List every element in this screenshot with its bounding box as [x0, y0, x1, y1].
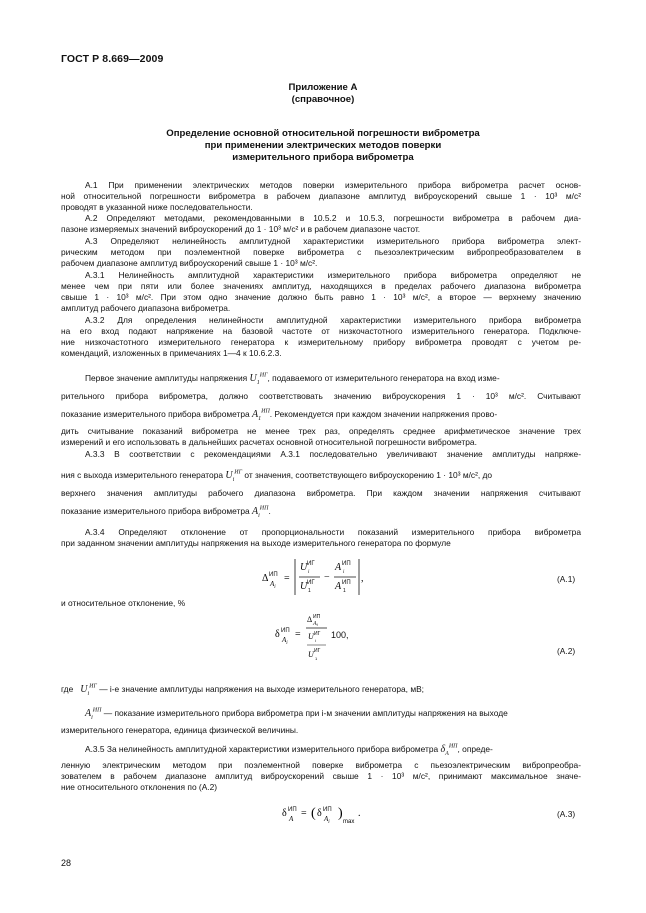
- where-line-3: измерительного генератора, единица физической величины.: [61, 725, 299, 735]
- svg-text:ИГ: ИГ: [307, 561, 315, 567]
- svg-text:=: =: [301, 808, 307, 819]
- first-value-line-1: [85, 373, 581, 385]
- svg-text:ИГ: ИГ: [307, 580, 315, 586]
- svg-text:1: 1: [315, 656, 318, 661]
- svg-text:): ): [338, 806, 343, 821]
- first-value-line: рительного прибора виброметра, должно соответствовать значению виброускорения 1 · 10³ м/с². Считывают: [61, 391, 581, 401]
- svg-text:ИГ: ИГ: [314, 648, 321, 654]
- para-a33-line: верхнего значения амплитуды рабочего диапазона виброметра. При каждом значении напряжения считывают: [61, 488, 581, 498]
- symbol-delta-a-ip: $\delta_A^{ИП}$: [440, 743, 458, 757]
- formula-a2-svg: [275, 612, 375, 672]
- where-text: где: [61, 684, 74, 694]
- svg-text:U: U: [308, 650, 314, 659]
- svg-text:i: i: [343, 570, 345, 575]
- formula-a2-factor: 100,: [331, 630, 349, 640]
- symbol-u1-ig: $U_1^{ИГ}$: [249, 372, 268, 386]
- svg-text:Δ: Δ: [307, 615, 313, 624]
- section-title-line-2: при применении электрических методов поверки: [204, 140, 442, 151]
- svg-text:1: 1: [308, 588, 311, 594]
- symbol-ai-ip: $A_i^{ИП}$: [252, 505, 269, 519]
- svg-text:,: ,: [361, 573, 364, 584]
- para-a31-line: А.3.1 Нелинейность амплитудной характеристики измерительного прибора виброметра определяют не: [85, 270, 581, 280]
- svg-text:Δ: Δ: [262, 573, 269, 584]
- where-text: — показание измерительного прибора виброметра при i-м значении амплитуды напряжения на выходе: [103, 708, 508, 718]
- formula-a3-svg: [282, 800, 392, 830]
- para-a34-line: А.3.4 Определяют отклонение от пропорциональности показаний измерительного прибора виброметра: [85, 527, 581, 537]
- para-a33-text: ния с выхода измерительного генератора: [61, 470, 224, 480]
- svg-text:U: U: [300, 581, 308, 592]
- svg-text:Ai: Ai: [313, 621, 318, 627]
- formula-a3-max: max: [343, 819, 355, 825]
- para-a1-line: ной относительной погрешности виброметра в рабочем диапазоне амплитуд виброускорений свыше 1 · 10³ м/с²: [61, 191, 581, 201]
- svg-text:=: =: [284, 573, 290, 584]
- para-a1-line: проводят в указанной ниже последовательности.: [61, 202, 253, 212]
- symbol-ai-ip-where: $A_i^{ИП}$: [85, 707, 102, 721]
- para-a33-line-2: [61, 470, 581, 482]
- svg-text:−: −: [324, 572, 330, 583]
- svg-text:U: U: [300, 562, 308, 573]
- para-a33-text: показание измерительного прибора виброметра: [61, 506, 250, 516]
- svg-text:Ai: $A_i$: [270, 580, 276, 590]
- svg-text:(: (: [311, 806, 316, 821]
- svg-text:Ai: $A_i$: [324, 815, 330, 825]
- symbol-ui-ig-where: $U_i^{ИГ}$: [80, 683, 97, 697]
- symbol-ui-ig: $U_i^{ИГ}$: [225, 469, 243, 483]
- first-value-text: показание измерительного прибора виброметра: [61, 409, 250, 419]
- svg-text:ИП: ИП: [342, 561, 351, 567]
- para-a2-line: А.2 Определяют методами, рекомендованными в 10.5.2 и 10.5.3, погрешности виброметра в рабочем диа-: [85, 213, 581, 223]
- first-value-line: измерений и его использовать в дальнейших расчетах основной относительной погрешности виброметра.: [61, 437, 477, 447]
- para-a3-line: А.3 Определяют нелинейность амплитудной характеристики измерительного прибора виброметра элект-: [85, 236, 581, 246]
- para-a1-line: А.1 При применении электрических методов поверки измерительного прибора виброметра расчет основ-: [85, 180, 581, 190]
- para-a33-line: А.3.3 В соответствии с рекомендациями А.3.1 последовательно увеличивают значение амплитуды напряже-: [85, 449, 581, 459]
- page-number: 28: [61, 858, 72, 868]
- para-a32-line: на его вход подают напряжение на базовой частоте от низкочастотного измерительного генератора. Подключе-: [61, 326, 581, 336]
- where-line-1: [61, 684, 581, 696]
- para-a34-line: при заданном значении амплитуды напряжения на выходе измерительного генератора по формуле: [61, 538, 451, 548]
- symbol-a1-ip: $A_1^{ИП}$: [252, 408, 270, 422]
- standard-header: ГОСТ Р 8.669—2009: [61, 53, 164, 65]
- para-a31-line: менее чем при пяти или более значениях амплитуд, находящихся в пределах рабочего диапазона виброметра: [61, 281, 581, 291]
- para-a35-line-1: [85, 744, 581, 756]
- svg-text:A: A: [335, 562, 342, 573]
- formula-a2-label: (А.2): [557, 646, 576, 656]
- formula-a1-svg: [262, 555, 382, 599]
- svg-text:δ: δ: [317, 808, 322, 819]
- first-value-text: . Рекомендуется при каждом значении напряжения прово-: [269, 409, 498, 419]
- para-a3-line: рическим методом при поэлементной поверке виброметра с пьезоэлектрическим вибропреобразователем в: [61, 247, 581, 257]
- para-a31-line: свыше 1 · 10³ м/с². При этом одно значение должно быть равно 1 · 10³ м/с², а второе — верхнему значению: [61, 292, 581, 302]
- para-a32-line: А.3.2 Для определения нелинейности амплитудной характеристики измерительного прибора виброметра: [85, 315, 581, 325]
- svg-text:i: i: [315, 638, 317, 643]
- para-a35-text: , опреде-: [457, 744, 493, 754]
- para-a35-line: ние относительного отклонения по (А.2): [61, 782, 218, 792]
- where-line-2: [85, 708, 581, 720]
- first-value-text: , подаваемого от измерительного генератора на вход изме-: [267, 373, 500, 383]
- formula-a3-label: (А.3): [557, 809, 576, 819]
- first-value-line-3: [61, 409, 581, 421]
- svg-text:A: A: [335, 581, 342, 592]
- svg-text:ИП: ИП: [288, 807, 297, 813]
- svg-text:Ai: $A_i$: [282, 636, 288, 646]
- para-a33-line-4: показание измерительного прибора виброметра $A_i^{ИП}$.: [61, 505, 271, 519]
- appendix-title: Приложение А: [288, 82, 358, 93]
- svg-text:ИП: ИП: [323, 807, 332, 813]
- para-a32-line: комендаций, изложенных в примечаниях 1—4 к 10.6.2.3.: [61, 348, 282, 358]
- para-a2-line: пазоне измеряемых значений виброускорений до 1 · 10³ м/с² и в рабочем диапазоне частот.: [61, 224, 421, 234]
- section-title-line-3: измерительного прибора виброметра: [232, 152, 414, 163]
- svg-text:i: i: [308, 570, 310, 575]
- svg-text:δ: δ: [275, 629, 280, 640]
- where-text: — i-е значение амплитуды напряжения на выходе измерительного генератора, мВ;: [99, 684, 424, 694]
- svg-text:U: U: [308, 632, 314, 641]
- svg-text:ИП: ИП: [313, 614, 321, 620]
- formula-a1-label: (А.1): [557, 574, 576, 584]
- para-a33-text: от значения, соответствующего виброускорению 1 · 10³ м/с², до: [244, 470, 493, 480]
- first-value-line: дить считывание показаний виброметра не менее трех раз, определять среднее арифметическое значение трех: [61, 426, 581, 436]
- first-value-text: Первое значение амплитуды напряжения: [85, 373, 248, 383]
- svg-text:.: .: [358, 808, 361, 819]
- svg-text:A: A: [289, 815, 294, 823]
- para-a32-line: ние низкочастотного измерительного генератора к измерительному прибору виброметра проводят с учетом ре-: [61, 337, 581, 347]
- svg-text:1: 1: [343, 588, 346, 594]
- relative-deviation-text: и относительное отклонение, %: [61, 598, 186, 608]
- formula-a3: [282, 800, 392, 835]
- svg-text:ИГ: ИГ: [314, 631, 321, 637]
- para-a35-line: зователем в рабочем диапазоне амплитуд виброускорений свыше 1 · 10³ м/с², принимают максимальное значе-: [61, 771, 581, 781]
- para-a31-line: амплитуд рабочего диапазона виброметра.: [61, 303, 231, 313]
- para-a3-line: рабочем диапазоне амплитуд виброускорений свыше 1 · 10³ м/с².: [61, 258, 318, 268]
- formula-a2: [275, 612, 375, 677]
- svg-text:δ: δ: [282, 808, 287, 819]
- svg-text:ИП: ИП: [269, 572, 278, 578]
- svg-text:ИП: ИП: [342, 580, 351, 586]
- section-title-line-1: Определение основной относительной погрешности виброметра: [166, 128, 480, 139]
- appendix-subtitle: (справочное): [291, 94, 355, 105]
- para-a35-text: А.3.5 За нелинейность амплитудной характеристики измерительного прибора виброметра: [85, 744, 439, 754]
- formula-a1: [262, 555, 382, 601]
- svg-text:=: =: [295, 629, 301, 640]
- svg-text:ИП: ИП: [281, 628, 290, 634]
- para-a35-line: ленную электрическим методом при поэлементной поверке виброметра с пьезоэлектрическим вибропреобра-: [61, 760, 581, 770]
